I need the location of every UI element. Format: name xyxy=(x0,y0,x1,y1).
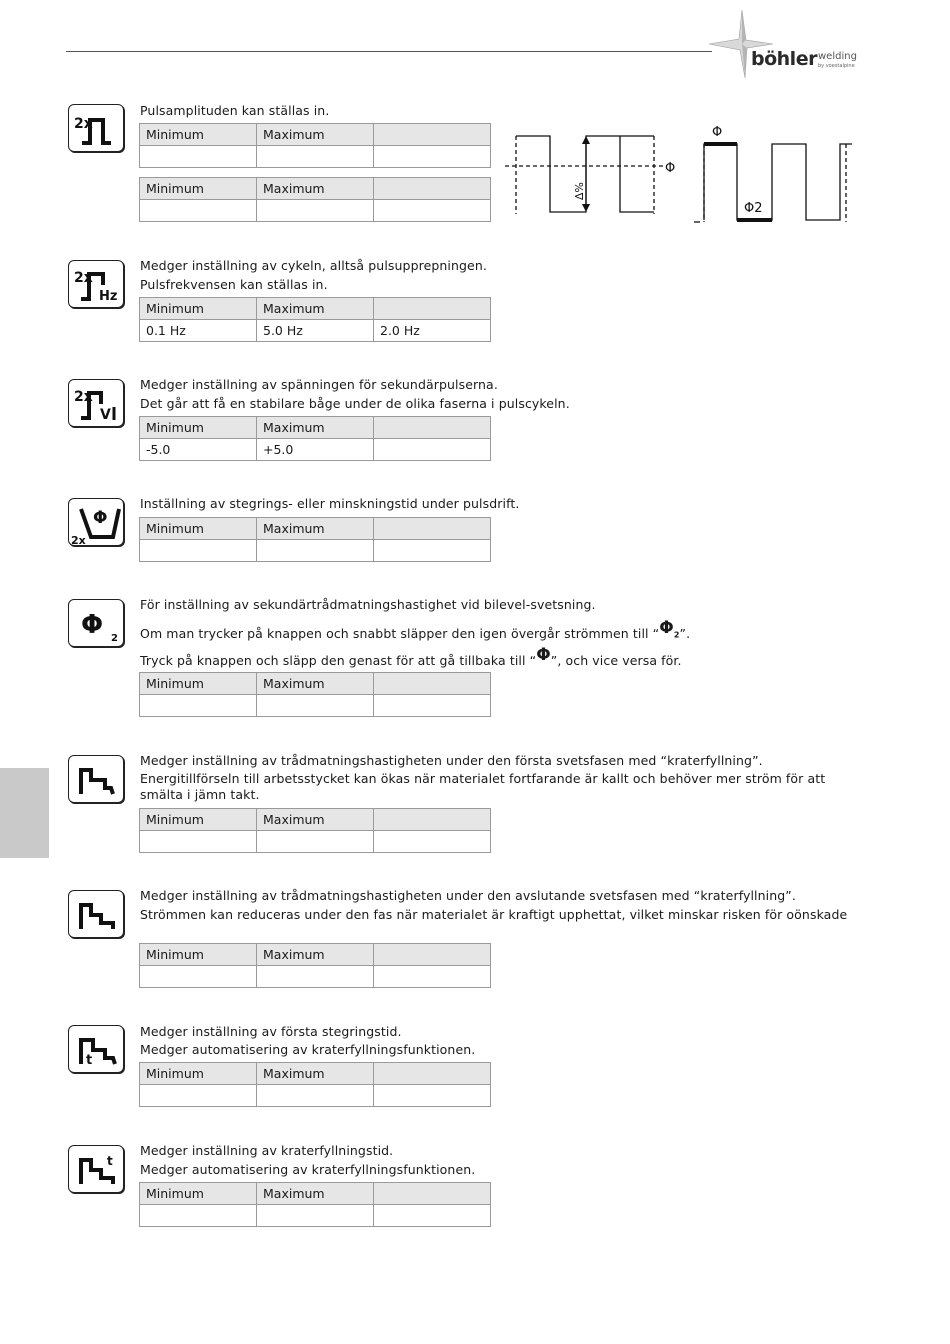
section-2-line-1: Medger inställning av cykeln, alltså pulsupprepningen. xyxy=(140,258,487,273)
table-value-default xyxy=(374,540,491,562)
svg-text:2x: 2x xyxy=(74,270,93,286)
brand-name: böhler xyxy=(751,48,817,70)
table-header-default xyxy=(374,809,491,831)
table-value-minimum xyxy=(140,200,257,222)
table-value-minimum xyxy=(140,1085,257,1107)
table-header-default xyxy=(374,944,491,966)
table-value-default xyxy=(374,695,491,717)
svg-text:Φ: Φ xyxy=(81,610,104,640)
section-3-table xyxy=(139,416,491,461)
table-header-minimum: Minimum xyxy=(140,944,257,966)
svg-text:2x: 2x xyxy=(71,534,86,547)
table-value-minimum xyxy=(140,146,257,168)
section-9-table xyxy=(139,1182,491,1227)
table-header-minimum: Minimum xyxy=(140,417,257,439)
section-1-line-1: Pulsamplituden kan ställas in. xyxy=(140,103,330,118)
table-value-maximum xyxy=(257,966,374,988)
phi-peak-label: Φ xyxy=(712,125,723,140)
table-value-default xyxy=(374,831,491,853)
table-value-maximum: 5.0 Hz xyxy=(257,320,374,342)
table-header-maximum: Maximum xyxy=(257,298,374,320)
table-value-default xyxy=(374,1085,491,1107)
svg-text:V: V xyxy=(100,407,111,423)
table-header-default xyxy=(374,673,491,695)
section-7-line-1: Medger inställning av trådmatningshastigheten under den avslutande svetsfasen med “kraterfyllning”. xyxy=(140,888,796,903)
table-value-minimum xyxy=(140,1205,257,1227)
section-5-line-3-text: Tryck på knappen och släpp den genast för att gå tillbaka till “ xyxy=(140,653,537,668)
brand-tagline: by voestalpine xyxy=(818,63,855,69)
first-slope-time-icon xyxy=(68,1025,124,1073)
table-value-maximum xyxy=(257,1205,374,1227)
section-4-line-1: Inställning av stegrings- eller minskningstid under pulsdrift. xyxy=(140,496,520,511)
table-header-minimum: Minimum xyxy=(140,518,257,540)
section-5-line-3-end: ”, och vice versa för. xyxy=(550,653,682,668)
table-header-minimum: Minimum xyxy=(140,178,257,200)
table-header-maximum: Maximum xyxy=(257,944,374,966)
section-7-table xyxy=(139,943,491,988)
table-value-minimum: 0.1 Hz xyxy=(140,320,257,342)
table-value-default xyxy=(374,966,491,988)
phi2-base-label: Φ2 xyxy=(744,201,763,216)
brand-suffix: welding xyxy=(818,51,857,62)
svg-text:t: t xyxy=(107,1154,113,1168)
table-value-minimum: -5.0 xyxy=(140,439,257,461)
pulse-frequency-icon xyxy=(68,260,124,308)
section-5-table xyxy=(139,672,491,717)
table-value-maximum xyxy=(257,200,374,222)
section-9-line-2: Medger automatisering av kraterfyllningsfunktionen. xyxy=(140,1162,476,1177)
table-header-minimum: Minimum xyxy=(140,1063,257,1085)
section-1-table-2 xyxy=(139,177,491,222)
svg-text:2: 2 xyxy=(111,633,118,644)
table-header-maximum: Maximum xyxy=(257,1183,374,1205)
table-header-minimum: Minimum xyxy=(140,673,257,695)
phi-level-label: Φ xyxy=(665,161,676,176)
table-header-minimum: Minimum xyxy=(140,1183,257,1205)
table-value-minimum xyxy=(140,831,257,853)
pulse-voltage-icon xyxy=(68,379,124,427)
section-6-line-1: Medger inställning av trådmatningshastigheten under den första svetsfasen med “kraterfyllning”. xyxy=(140,753,763,768)
table-value-default xyxy=(374,1205,491,1227)
section-5-line-3 xyxy=(140,645,682,669)
table-value-default xyxy=(374,146,491,168)
table-value-maximum xyxy=(257,1085,374,1107)
table-header-default xyxy=(374,417,491,439)
table-value-minimum xyxy=(140,695,257,717)
table-header-default xyxy=(374,1183,491,1205)
section-2-line-2: Pulsfrekvensen kan ställas in. xyxy=(140,277,328,292)
table-value-default xyxy=(374,200,491,222)
table-header-minimum: Minimum xyxy=(140,809,257,831)
section-1-table-1 xyxy=(139,123,491,168)
table-value-minimum xyxy=(140,966,257,988)
header-rule xyxy=(66,51,712,52)
pulse-slope-icon xyxy=(68,498,124,546)
svg-text:Hz: Hz xyxy=(99,289,118,304)
table-header-default xyxy=(374,178,491,200)
crater-fill-time-icon xyxy=(68,1145,124,1193)
table-header-default xyxy=(374,298,491,320)
table-value-default: 2.0 Hz xyxy=(374,320,491,342)
svg-text:t: t xyxy=(86,1053,93,1068)
phi2-inline-icon: $\Phi_2$ xyxy=(659,618,680,640)
section-5-line-2-end: ”. xyxy=(679,626,691,641)
section-8-line-1: Medger inställning av första stegringstid. xyxy=(140,1024,402,1039)
section-2-table xyxy=(139,297,491,342)
section-5-line-2-text: Om man trycker på knappen och snabbt släpper den igen övergår strömmen till “ xyxy=(140,626,660,641)
table-header-default xyxy=(374,124,491,146)
svg-text:2x: 2x xyxy=(74,389,93,405)
crater-start-icon xyxy=(68,755,124,803)
section-3-line-2: Det går att få en stabilare båge under de olika faserna i pulscykeln. xyxy=(140,396,570,411)
table-value-maximum xyxy=(257,146,374,168)
table-value-maximum xyxy=(257,831,374,853)
table-value-maximum xyxy=(257,695,374,717)
section-8-table xyxy=(139,1062,491,1107)
section-6-line-2: Energitillförseln till arbetsstycket kan ökas när materialet fortfarande är kallt och behöver mer ström för att smälta i jämn takt. xyxy=(140,771,826,802)
section-9-line-1: Medger inställning av kraterfyllningstid. xyxy=(140,1143,394,1158)
table-header-maximum: Maximum xyxy=(257,124,374,146)
table-header-default xyxy=(374,1063,491,1085)
table-header-maximum: Maximum xyxy=(257,417,374,439)
table-value-minimum xyxy=(140,540,257,562)
delta-percent-label: ∆% xyxy=(573,182,586,200)
table-value-maximum xyxy=(257,540,374,562)
table-value-default xyxy=(374,439,491,461)
chapter-side-tab xyxy=(0,768,49,858)
table-header-maximum: Maximum xyxy=(257,673,374,695)
section-8-line-2: Medger automatisering av kraterfyllningsfunktionen. xyxy=(140,1042,476,1057)
table-header-minimum: Minimum xyxy=(140,298,257,320)
section-7-line-2: Strömmen kan reduceras under den fas när materialet är kraftigt upphettat, vilket minskar risken för oönskade xyxy=(140,907,848,922)
table-header-maximum: Maximum xyxy=(257,1063,374,1085)
table-header-default xyxy=(374,518,491,540)
table-value-maximum: +5.0 xyxy=(257,439,374,461)
section-5-line-2 xyxy=(140,618,691,648)
table-header-maximum: Maximum xyxy=(257,809,374,831)
pulse-waveform-diagram xyxy=(500,118,860,230)
table-header-maximum: Maximum xyxy=(257,178,374,200)
section-6-table xyxy=(139,808,491,853)
crater-end-icon xyxy=(68,890,124,938)
section-4-table xyxy=(139,517,491,562)
secondary-wire-feed-icon xyxy=(68,599,124,647)
section-5-line-1: För inställning av sekundärtrådmatningshastighet vid bilevel-svetsning. xyxy=(140,597,596,612)
svg-text:2x: 2x xyxy=(74,116,93,132)
section-3-line-1: Medger inställning av spänningen för sekundärpulserna. xyxy=(140,377,498,392)
phi-inline-icon: Φ xyxy=(536,645,551,665)
table-header-minimum: Minimum xyxy=(140,124,257,146)
table-header-maximum: Maximum xyxy=(257,518,374,540)
pulse-amplitude-icon xyxy=(68,104,124,152)
svg-text:Φ: Φ xyxy=(93,508,108,528)
